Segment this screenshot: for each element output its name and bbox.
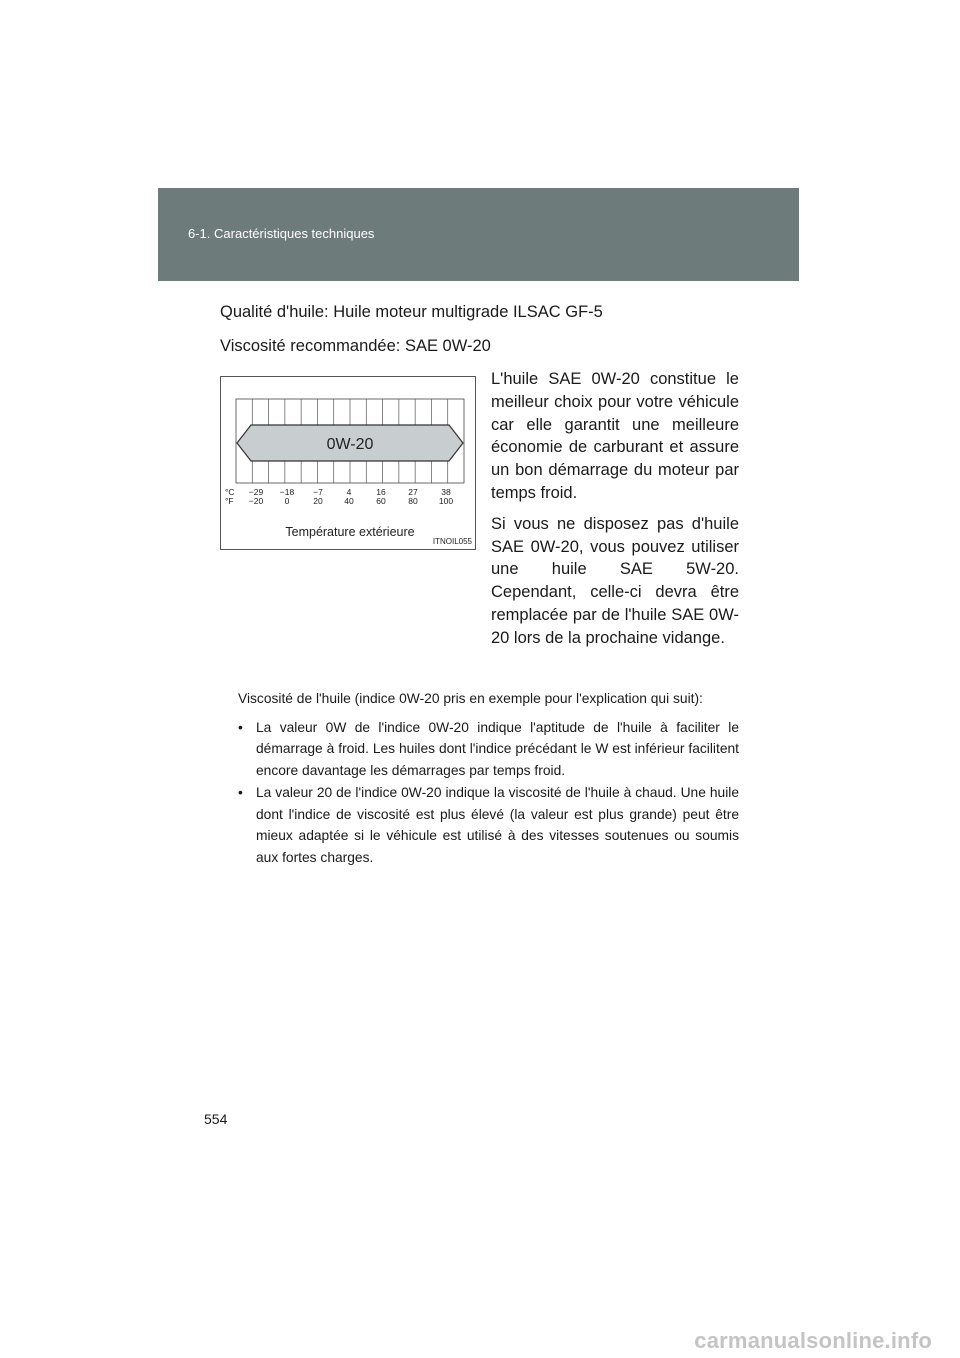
bullet-text: La valeur 20 de l'indice 0W-20 indique la viscosité de l'huile à chaud. Une huile dont l'indice de viscosité est plus élevé (la valeur est plus grande) peut être mieux adaptée si le véhicule est utilisé à des vitesses soutenues ou soumis aux fortes charges. — [256, 785, 739, 865]
viscosity-note — [238, 688, 739, 869]
celsius-tick-label: 16 — [376, 487, 386, 497]
fahrenheit-tick-label: −20 — [248, 496, 264, 506]
celsius-unit: °C — [225, 487, 235, 497]
fahrenheit-tick-label: 0 — [284, 496, 290, 506]
note-intro: Viscosité de l'huile (indice 0W-20 pris en exemple pour l'explication qui suit): — [238, 691, 703, 706]
recommended-viscosity: Viscosité recommandée: SAE 0W-20 — [220, 337, 491, 355]
watermark-text: carmanualsonline.info — [694, 1328, 932, 1353]
celsius-tick-label: −18 — [279, 487, 295, 497]
list-item — [238, 717, 739, 782]
fahrenheit-tick-labels — [249, 496, 454, 506]
side-paragraph-2: Si vous ne disposez pas d'huile SAE 0W-20, vous pouvez utiliser une huile SAE 5W-20. Cependant, celle-ci devra être remplacée par de l'huile SAE 0W-20 lors de la prochaine vidange. — [491, 514, 739, 647]
watermark — [0, 1327, 960, 1358]
viscosity-range-label: 0W-20 — [326, 436, 374, 453]
bullet-symbol: • — [238, 719, 243, 735]
fahrenheit-tick-label: 100 — [438, 496, 454, 506]
side-text — [491, 368, 739, 658]
page-number: 554 — [204, 1111, 228, 1127]
figure-caption: Température extérieure — [285, 525, 415, 539]
figure-code: ITNOIL055 — [432, 537, 472, 546]
fahrenheit-tick-label: 20 — [313, 496, 323, 506]
viscosity-figure — [220, 376, 476, 550]
note-bullets — [238, 717, 739, 869]
celsius-tick-label: 27 — [408, 487, 418, 497]
oil-quality: Qualité d'huile: Huile moteur multigrade ILSAC GF-5 — [220, 303, 603, 321]
bullet-text: La valeur 0W de l'indice 0W-20 indique l'aptitude de l'huile à faciliter le démarrage à froid. Les huiles dont l'indice précédant le W est inférieur facilitent encore davantage les démarrages par temps froid. — [256, 719, 739, 778]
fahrenheit-tick-label: 80 — [408, 496, 418, 506]
fahrenheit-tick-label: 40 — [344, 496, 354, 506]
fahrenheit-unit: °F — [225, 496, 234, 506]
celsius-tick-label: −29 — [248, 487, 264, 497]
list-item — [238, 782, 739, 868]
celsius-tick-label: 38 — [441, 487, 451, 497]
celsius-tick-label: −7 — [313, 487, 323, 497]
celsius-tick-label: 4 — [346, 487, 352, 497]
viscosity-chart — [221, 377, 477, 551]
bullet-symbol: • — [238, 785, 243, 800]
fahrenheit-tick-label: 60 — [376, 496, 386, 506]
header-band — [158, 188, 799, 281]
section-title: 6-1. Caractéristiques techniques — [188, 226, 375, 241]
side-paragraph-1: L'huile SAE 0W-20 constitue le meilleur choix pour votre véhicule car elle garantit une meilleure économie de carburant et assure un bon démarrage du moteur par temps froid. — [491, 370, 739, 502]
